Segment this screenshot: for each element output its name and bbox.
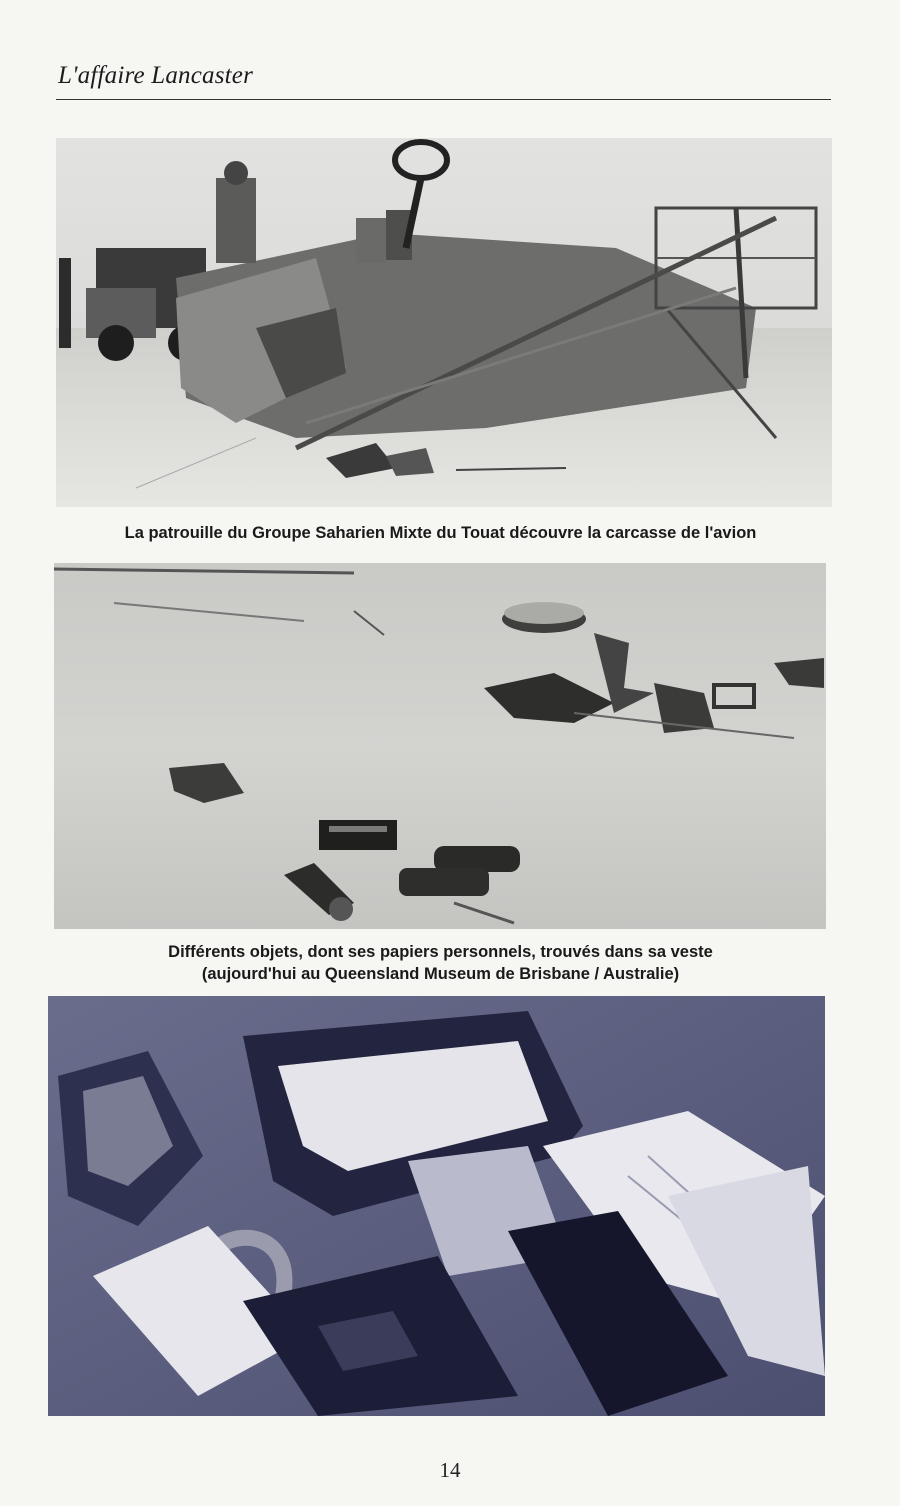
caption-line: Différents objets, dont ses papiers personnels, trouvés dans sa veste	[168, 943, 713, 961]
photo-objects-in-sand	[54, 563, 826, 929]
photo-objects-in-sand-image	[54, 563, 826, 929]
header-rule	[56, 99, 831, 100]
photo-wreckage-image	[56, 138, 832, 507]
photo-wreckage	[56, 138, 832, 507]
caption-wreckage	[48, 522, 833, 544]
caption-line: (aujourd'hui au Queensland Museum de Brisbane / Australie)	[201, 965, 680, 983]
caption-objects	[48, 941, 833, 985]
caption-line: La patrouille du Groupe Saharien Mixte du Touat découvre la carcasse de l'avion	[124, 524, 757, 542]
page-number: 14	[439, 1458, 461, 1482]
photo-personal-papers	[48, 996, 825, 1416]
photo-personal-papers-image	[48, 996, 825, 1416]
running-header-title: L'affaire Lancaster	[58, 62, 254, 89]
